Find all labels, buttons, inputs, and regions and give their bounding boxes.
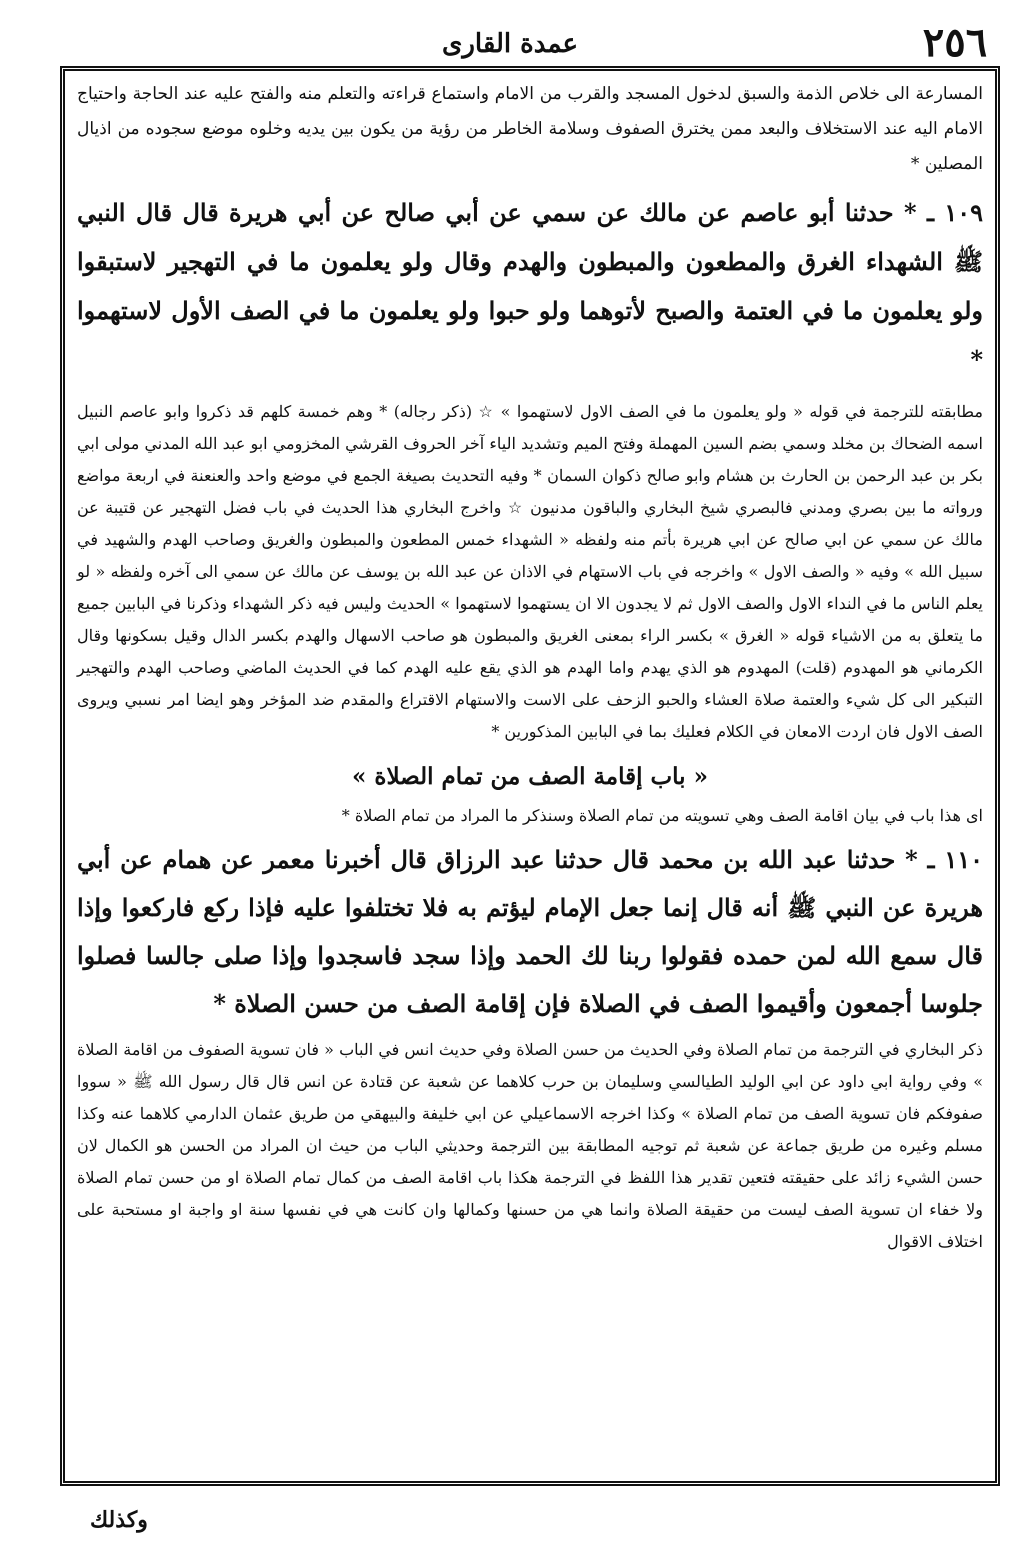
chapter-gloss: اى هذا باب في بيان اقامة الصف وهي تسويته من تمام الصلاة وسنذكر ما المراد من تمام الصلاة *: [341, 806, 983, 825]
hadith-110: [77, 836, 983, 1028]
commentary-109: مطابقته للترجمة في قوله « ولو يعلمون ما في الصف الاول لاستهموا » ☆ (ذكر رجاله) * وهم خمسة كلهم قد ذكروا وابو عاصم النبيل اسمه الضحاك بن مخلد وسمي بضم السين المهملة وفتح الميم وتشديد الياء آخر الحروف القرشي المخزومي ابو عبد الله المدني مولى ابي بكر بن عبد الرحمن بن الحارث بن هشام وابو صالح ذكوان السمان * وفيه التحديث بصيغة الجمع في موضع واحد والعنعنة في اربعة مواضع ورواته ما بين بصري ومدني فالبصري شيخ البخاري والباقون مدنيون ☆ واخرج البخاري هذا الحديث في باب فضل التهجير عن قتيبة عن مالك عن سمي عن ابي صالح عن ابي هريرة بأتم منه ولفظه « الشهداء خمس المطعون والمبطون والغريق وصاحب الهدم والشهيد في سبيل الله » وفيه « والصف الاول » واخرجه في باب الاستهام في الاذان عن عبد الله بن يوسف عن مالك عن سمي الى آخره ولفظه « لو يعلم الناس ما في النداء الاول والصف الاول ثم لا يجدون الا ان يستهموا لاستهموا » الحديث وليس فيه ذكر الشهداء وذكرنا في البابين جميع ما يتعلق به من الاشياء قوله « الغرق » بكسر الراء بمعنى الغريق والمبطون هو صاحب الاسهال والهدم بكسر الدال وقيل بسكونها وقال الكرماني هو المهدوم (قلت) المهدوم هو الذي يهدم واما الهدم هو الذي يقع عليه الهدم كما في الحديث الماضي وصاحب الهدم والتهجير التبكير الى كل شيء والعتمة صلاة العشاء والحبو الزحف على الاست والاستهام الاقتراع والمقدم ضد المؤخر وهو ايضا امر نسبي ويروى الصف الاول فان اردت الامعان في الكلام فعليك بما في البابين المذكورين *: [77, 402, 984, 741]
hadith-number-109: ١٠٩ ـ: [926, 198, 984, 227]
commentary-110: ذكر البخاري في الترجمة من تمام الصلاة وفي الحديث من حسن الصلاة وفي حديث انس في الباب « فان تسوية الصفوف من اقامة الصلاة » وفي رواية ابي داود عن ابي الوليد الطيالسي وسليمان بن حرب كلاهما عن شعبة عن قتادة عن انس قال قال رسول الله ﷺ « سووا صفوفكم فان تسوية الصف من تمام الصلاة » وكذا اخرجه الاسماعيلي عن ابي خليفة والبيهقي من طريق عثمان الدارمي كلاهما عنه وكذا مسلم وغيره من طريق جماعة عن شعبة ثم توجيه المطابقة بين الترجمة وحديثي الباب من حيث ان المراد من الحسن هو الكمال لان حسن الشيء زائد على حقيقته فتعين تقدير هذا اللفظ في الترجمة هكذا باب اقامة الصف من كمال تمام الصلاة او من حسن تمام الصلاة ولا خفاء ان تسوية الصف ليست من حقيقة الصلاة وانما هي من حسنها وكمالها وان كانت هي في نفسها سنة او واجبة او مستحبة على اختلاف الاقوال: [77, 1040, 984, 1251]
hadith-109: [77, 188, 983, 384]
intro-paragraph: المسارعة الى خلاص الذمة والسبق لدخول المسجد والقرب من الامام واستماع قراءته والتعلم منه والفتح عليه عند الحاجة واحتياج الامام اليه عند الاستخلاف والبعد ممن يخترق الصفوف وسلامة الخاطر من رؤية من يكون بين يديه وخلوه موضع سجوده من اذيال المصلين *: [77, 84, 983, 174]
catchword: وكذلك: [90, 1507, 148, 1533]
chapter-heading: « باب إقامة الصف من تمام الصلاة »: [352, 763, 708, 790]
hadith-number-110: ١١٠ ـ: [927, 845, 983, 874]
hadith-text-110: * حدثنا عبد الله بن محمد قال حدثنا عبد الرزاق قال أخبرنا معمر عن همام عن أبي هريرة عن النبي ﷺ أنه قال إنما جعل الإمام ليؤتم به فلا تختلفوا عليه فإذا ركع فاركعوا وإذا قال سمع الله لمن حمده فقولوا ربنا لك الحمد وإذا سجد فاسجدوا وإذا صلى جالسا فصلوا جلوسا أجمعون وأقيموا الصف في الصلاة فإن إقامة الصف من حسن الصلاة *: [77, 845, 983, 1018]
page-number: ٢٥٦: [922, 19, 988, 66]
hadith-text-109: * حدثنا أبو عاصم عن مالك عن سمي عن أبي صالح عن أبي هريرة قال قال النبي ﷺ الشهداء الغرق والمطعون والمبطون والهدم وقال ولو يعلمون ما في التهجير لاستبقوا ولو يعلمون ما في العتمة والصبح لأتوهما ولو حبوا ولو يعلمون ما في الصف الأول لاستهموا *: [77, 198, 984, 374]
text-frame: [60, 66, 1000, 1486]
running-title: عمدة القارى: [442, 29, 578, 59]
